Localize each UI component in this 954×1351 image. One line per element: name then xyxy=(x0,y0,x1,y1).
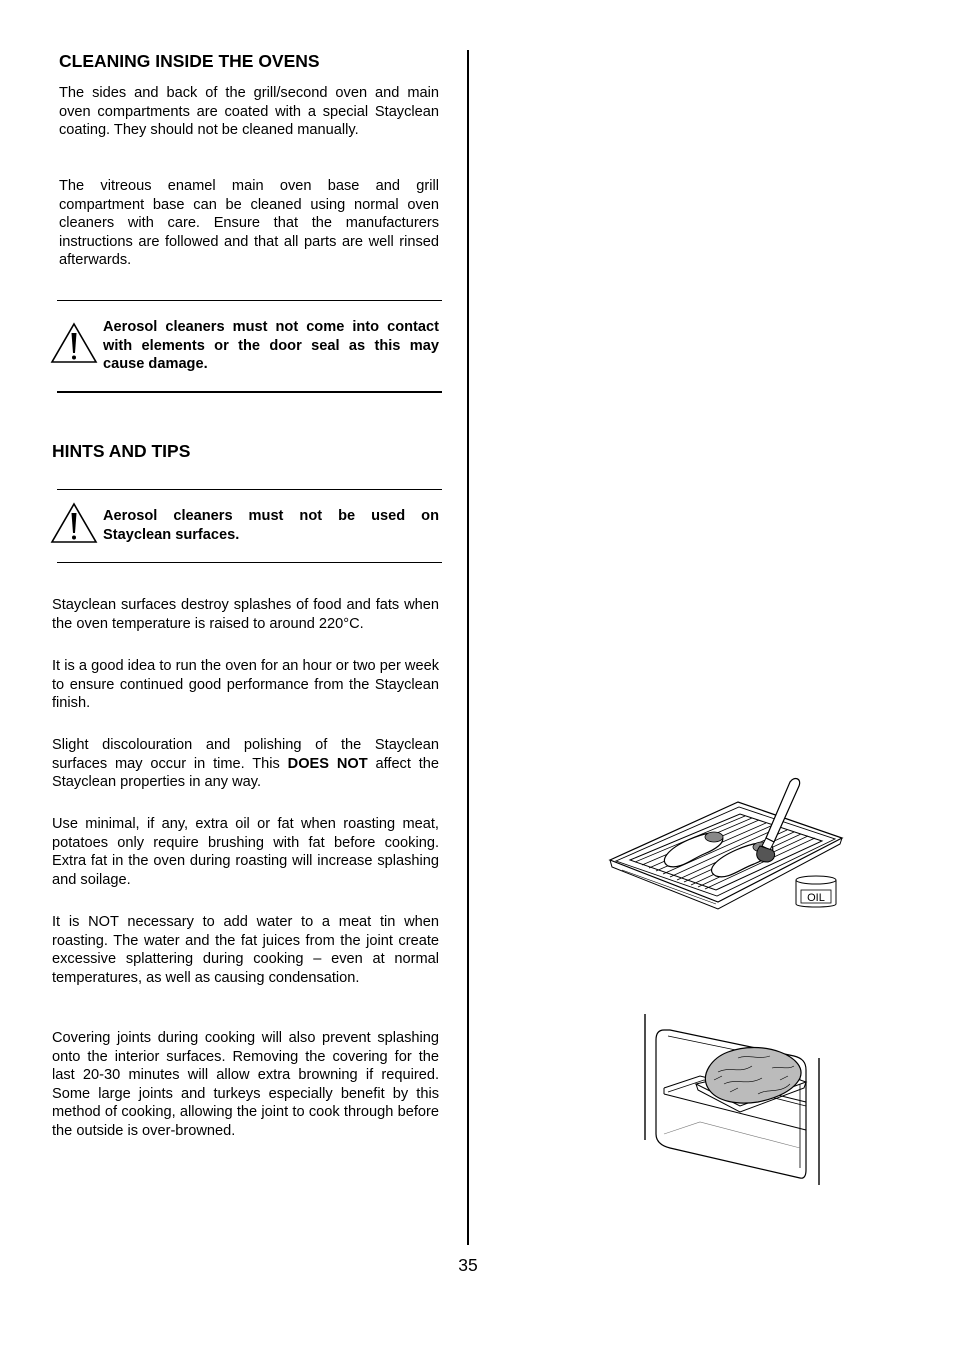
paragraph-vitreous-enamel: The vitreous enamel main oven base and grill compartment base can be cleaned using normal oven cleaners with care. Ensure that the manufacturers instructions are followed and that all parts are well rinsed afterwards. xyxy=(59,178,439,268)
warning-aerosol-stayclean: Aerosol cleaners must not be used on Stayclean surfaces. xyxy=(103,508,439,543)
paragraph-stayclean-destroy: Stayclean surfaces destroy splashes of food and fats when the oven temperature is raised to around 220°C. xyxy=(52,597,439,632)
divider xyxy=(57,300,442,301)
page-number: 35 xyxy=(458,1255,478,1275)
warning-aerosol-elements: Aerosol cleaners must not come into contact with elements or the door seal as this may cause damage. xyxy=(103,319,439,372)
divider xyxy=(57,391,442,393)
section-heading-hints: HINTS AND TIPS xyxy=(52,441,191,461)
paragraph-covering-joints: Covering joints during cooking will also prevent splashing onto the interior surfaces. Removing the covering for the last 20-30 minutes will allow extra browning if required. Some large joints and turkeys especially benefit by this method of cooking, allowing the joint to cook through before the outside is over-browned. xyxy=(52,1030,439,1139)
paragraph-discolouration: Slight discolouration and polishing of the Stayclean surfaces may occur in time. This DOES NOT affect the Stayclean properties in any way. xyxy=(52,737,440,790)
warning-triangle-icon xyxy=(50,502,98,544)
divider xyxy=(57,562,442,563)
oil-label: OIL xyxy=(807,892,825,904)
paragraph-minimal-oil: Use minimal, if any, extra oil or fat when roasting meat, potatoes only require brushing with fat before cooking. Extra fat in the oven during roasting will increase splashing and soilage. xyxy=(52,816,439,888)
warning-triangle-icon xyxy=(50,322,98,364)
paragraph-run-oven: It is a good idea to run the oven for an hour or two per week to ensure continued good performance from the Stayclean finish. xyxy=(52,658,439,711)
divider xyxy=(57,489,442,490)
paragraph-stayclean-coating: The sides and back of the grill/second oven and main oven compartments are coated with a special Stayclean coating. They should not be cleaned manually. xyxy=(59,85,439,138)
covered-joint-illustration xyxy=(640,1010,825,1190)
column-divider xyxy=(467,50,469,1245)
paragraph-no-water: It is NOT necessary to add water to a meat tin when roasting. The water and the fat juices from the joint create excessive splattering during cooking – even at normal temperatures, as well as causing condensation. xyxy=(52,914,439,986)
section-heading-cleaning: CLEANING INSIDE THE OVENS xyxy=(59,51,320,71)
roasting-tin-illustration xyxy=(600,770,850,915)
